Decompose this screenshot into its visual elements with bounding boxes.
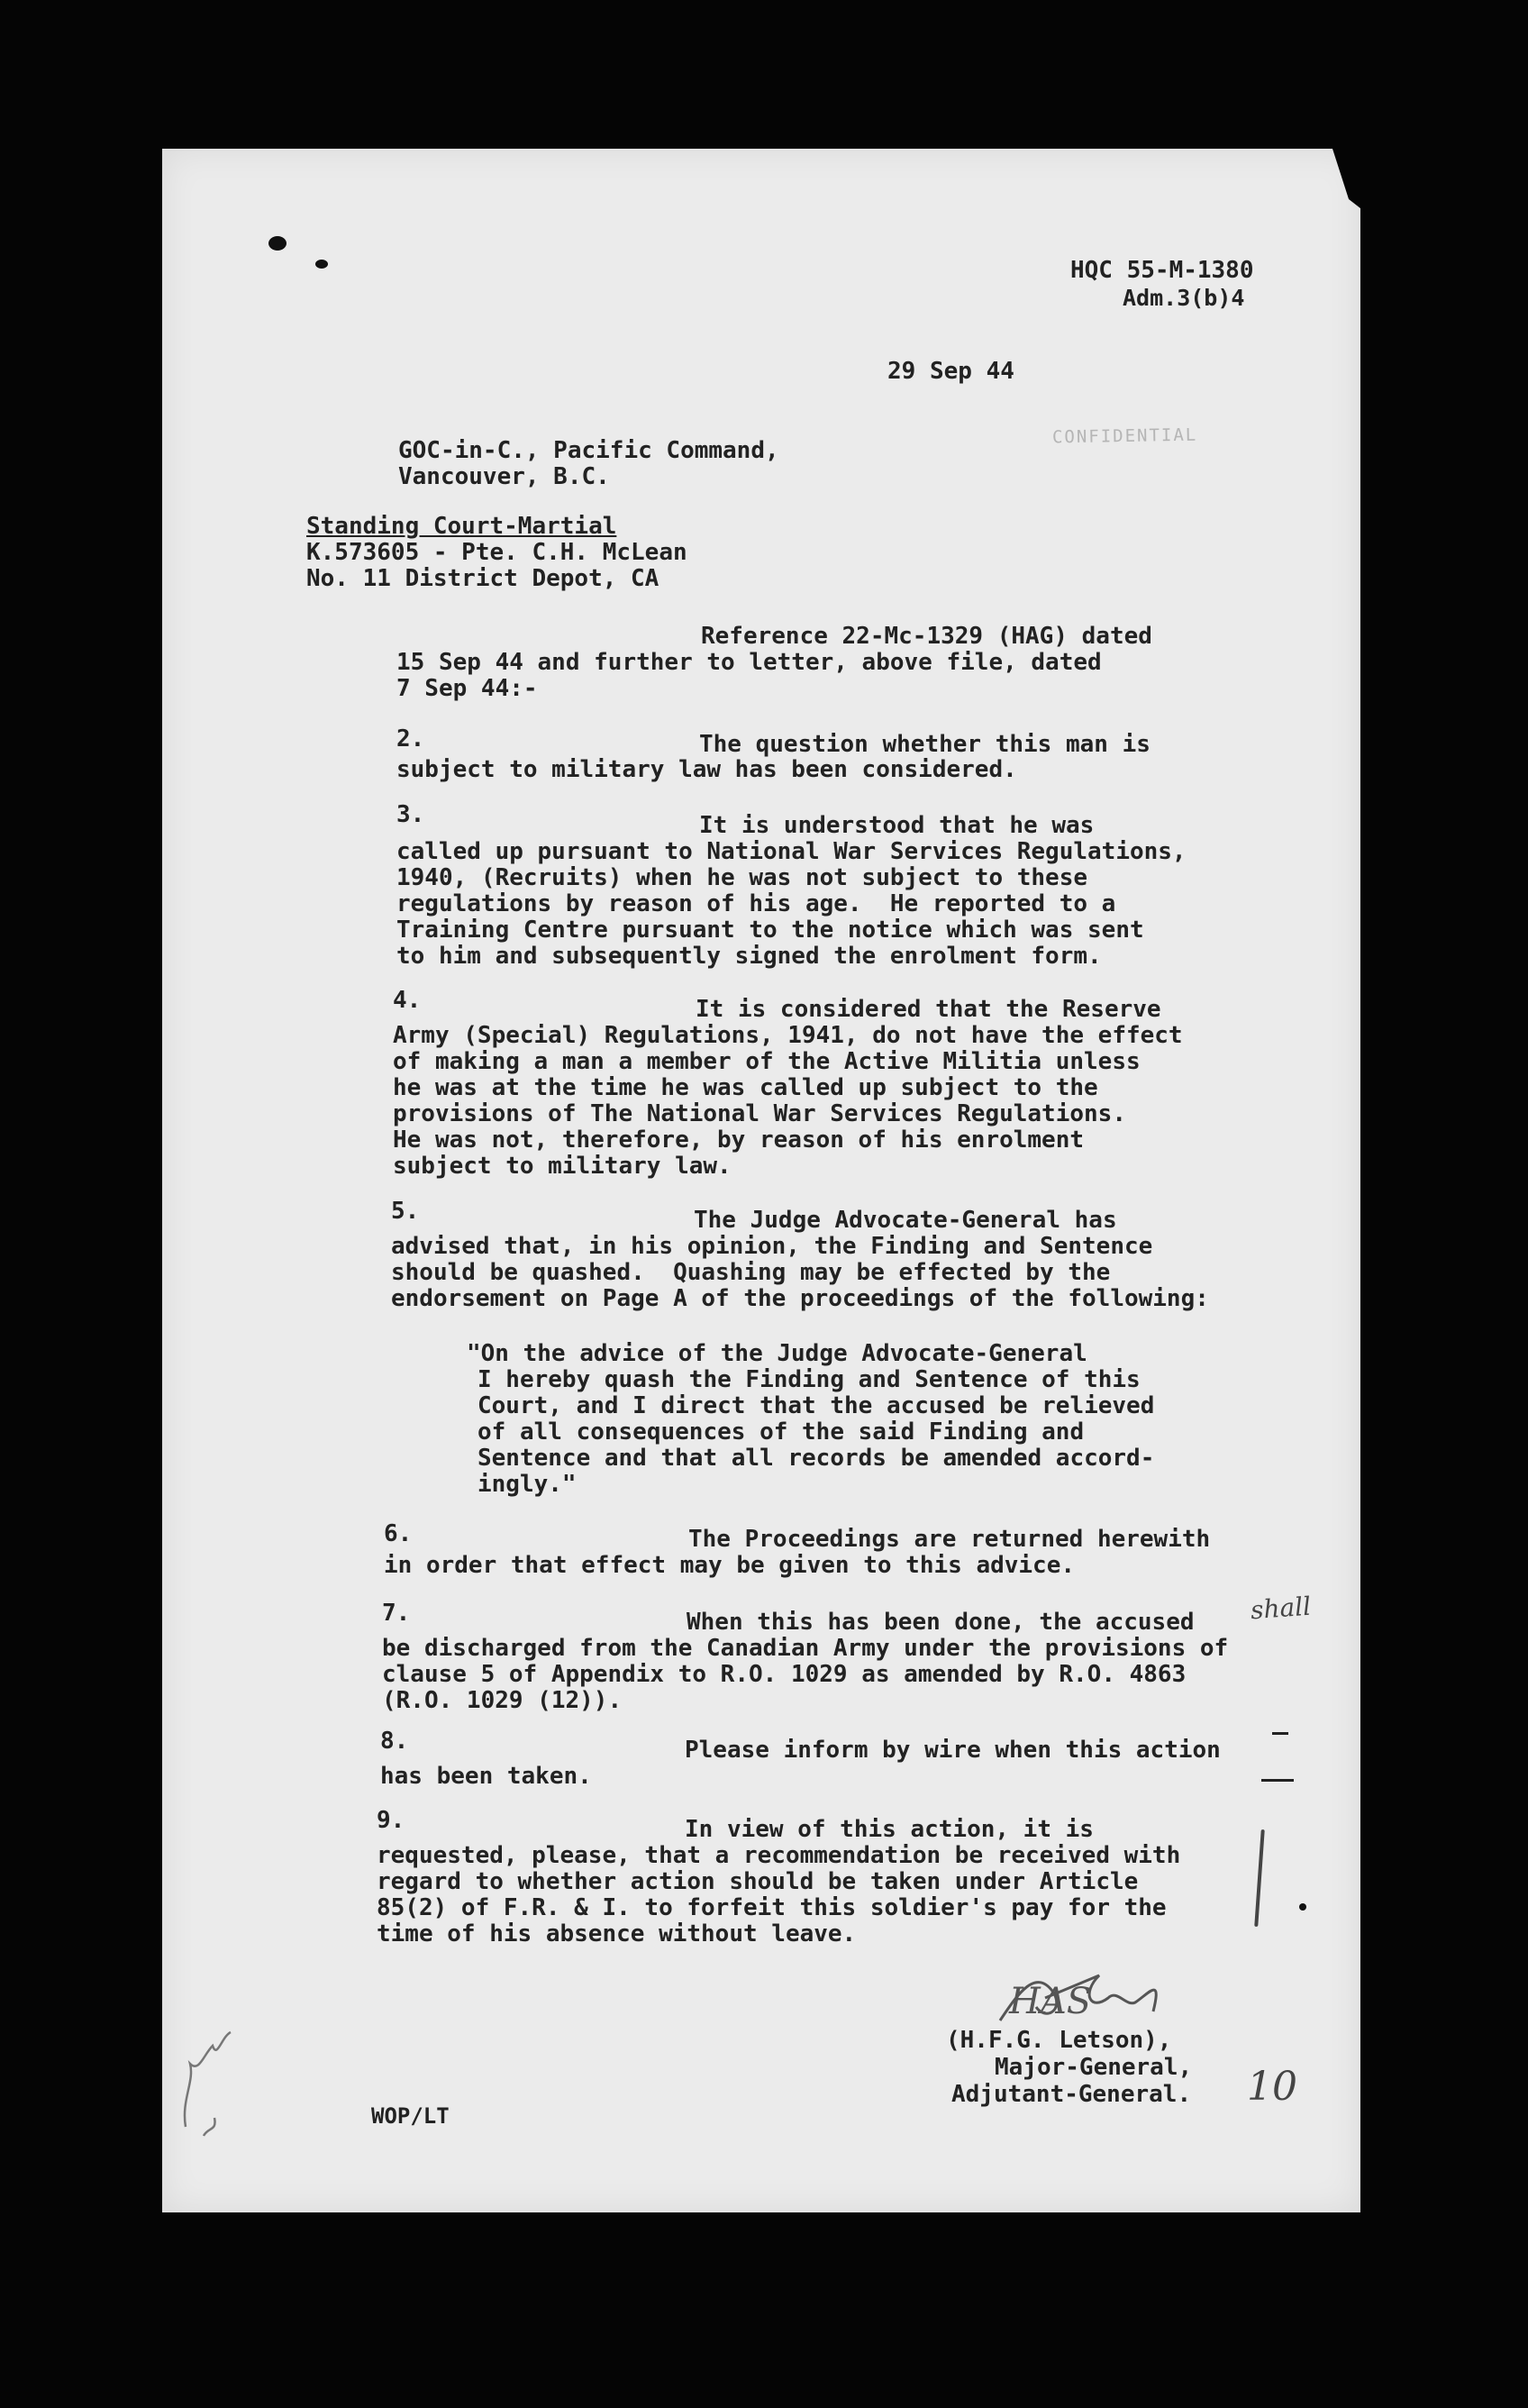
signature-initials: HAS <box>1009 1981 1092 2022</box>
quote-line: Sentence and that all records be amended accord- <box>478 1445 1155 1472</box>
para-number: 9. <box>377 1807 405 1834</box>
para-line: time of his absence without leave. <box>377 1920 857 1947</box>
para-line: 15 Sep 44 and further to letter, above file, dated <box>396 649 1102 676</box>
para-number: 5. <box>391 1198 420 1225</box>
ink-mark <box>315 260 328 269</box>
margin-dash <box>1272 1732 1288 1735</box>
subject-line-1: K.573605 - Pte. C.H. McLean <box>306 539 687 566</box>
para-line: provisions of The National War Services Regulations. <box>393 1100 1126 1127</box>
subject-title: Standing Court-Martial <box>306 513 617 540</box>
para-number: 8. <box>380 1728 409 1755</box>
para-line: in order that effect may be given to this advice. <box>384 1552 1076 1579</box>
para-line: Reference 22-Mc-1329 (HAG) dated <box>701 623 1152 650</box>
confidential-stamp: CONFIDENTIAL <box>1051 424 1198 448</box>
para-line: When this has been done, the accused <box>687 1609 1195 1636</box>
quote-line: "On the advice of the Judge Advocate-General <box>467 1340 1087 1367</box>
para-line: clause 5 of Appendix to R.O. 1029 as amended by R.O. 4863 <box>382 1661 1187 1688</box>
para-line: regulations by reason of his age. He reported to a <box>396 890 1116 917</box>
quote-line: I hereby quash the Finding and Sentence of this <box>478 1366 1141 1393</box>
file-reference: HQC 55-M-1380 <box>1070 257 1254 284</box>
signatory-name: (H.F.G. Letson), <box>946 2027 1172 2054</box>
para-line: 7 Sep 44:- <box>396 675 538 702</box>
para-number: 6. <box>384 1520 413 1547</box>
margin-dash <box>1261 1779 1294 1782</box>
margin-page-number: 10 <box>1247 2064 1297 2110</box>
para-line: endorsement on Page A of the proceedings of the following: <box>391 1285 1209 1312</box>
para-line: requested, please, that a recommendation be received with <box>377 1842 1181 1869</box>
ink-dot <box>1299 1903 1306 1911</box>
para-line: he was at the time he was called up subject to the <box>393 1074 1098 1101</box>
para-line: Please inform by wire when this action <box>685 1737 1221 1764</box>
para-line: subject to military law. <box>393 1153 732 1180</box>
para-line: He was not, therefore, by reason of his enrolment <box>393 1126 1085 1154</box>
para-line: Army (Special) Regulations, 1941, do not have the effect <box>393 1022 1183 1049</box>
para-line: Training Centre pursuant to the notice which was sent <box>396 917 1144 944</box>
para-line: be discharged from the Canadian Army under the provisions of <box>382 1635 1229 1662</box>
para-line: It is considered that the Reserve <box>696 996 1161 1023</box>
para-line: subject to military law has been considered. <box>396 756 1017 783</box>
ink-mark <box>268 236 286 251</box>
letter-date: 29 Sep 44 <box>887 358 1014 385</box>
signatory-rank: Major-General, <box>995 2054 1193 2081</box>
para-line: advised that, in his opinion, the Finding and Sentence <box>391 1233 1153 1260</box>
para-number: 4. <box>393 987 422 1014</box>
para-line: (R.O. 1029 (12)). <box>382 1687 623 1714</box>
quote-line: of all consequences of the said Finding and <box>478 1418 1085 1446</box>
para-line: of making a man a member of the Active Militia unless <box>393 1048 1141 1075</box>
para-number: 7. <box>382 1600 411 1627</box>
para-line: The Judge Advocate-General has <box>694 1207 1117 1234</box>
quote-line: Court, and I direct that the accused be relieved <box>478 1392 1155 1419</box>
para-line: 1940, (Recruits) when he was not subject to these <box>396 864 1088 891</box>
para-line: The Proceedings are returned herewith <box>688 1526 1211 1553</box>
para-line: to him and subsequently signed the enrolment form. <box>396 943 1102 970</box>
signatory-title: Adjutant-General. <box>951 2081 1192 2108</box>
addressee-line-2: Vancouver, B.C. <box>398 463 610 490</box>
addressee-line-1: GOC-in-C., Pacific Command, <box>398 437 779 464</box>
para-line: regard to whether action should be taken under Article <box>377 1868 1139 1895</box>
para-line: The question whether this man is <box>699 731 1151 758</box>
para-line: In view of this action, it is <box>685 1816 1094 1843</box>
file-reference-sub: Adm.3(b)4 <box>1123 285 1245 311</box>
para-number: 3. <box>396 801 425 828</box>
para-line: It is understood that he was <box>699 812 1095 839</box>
reference-initials: WOP/LT <box>371 2103 450 2129</box>
quote-line: ingly." <box>478 1471 577 1498</box>
handwritten-insert: shall <box>1249 1591 1313 1626</box>
para-line: has been taken. <box>380 1763 592 1790</box>
signature-scribble <box>991 1957 1189 2029</box>
handwritten-margin-initials <box>168 2019 267 2154</box>
para-line: called up pursuant to National War Services Regulations, <box>396 838 1187 865</box>
subject-line-2: No. 11 District Depot, CA <box>306 565 659 592</box>
para-number: 2. <box>396 725 425 752</box>
para-line: should be quashed. Quashing may be effected by the <box>391 1259 1111 1286</box>
para-line: 85(2) of F.R. & I. to forfeit this soldier's pay for the <box>377 1894 1167 1921</box>
